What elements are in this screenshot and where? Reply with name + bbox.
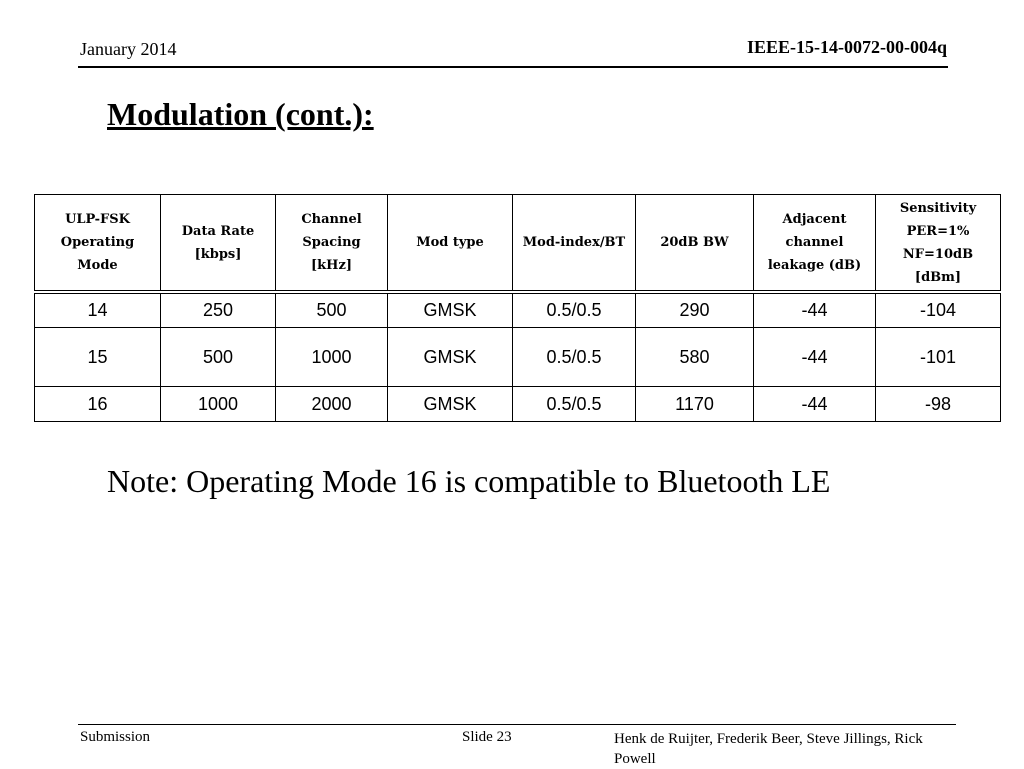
header-divider <box>78 66 948 68</box>
table-cell: -104 <box>876 292 1001 328</box>
table-cell: -44 <box>754 387 876 422</box>
slide-title: Modulation (cont.): <box>107 96 374 132</box>
slide-number: Slide 23 <box>462 729 512 745</box>
column-header: 20dB BW <box>636 195 754 293</box>
document-id: IEEE-15-14-0072-00-004q <box>746 37 947 57</box>
table-cell: 1000 <box>161 387 276 422</box>
table-row <box>35 387 1001 422</box>
table-cell: 14 <box>35 292 161 328</box>
table-cell: 15 <box>35 328 161 387</box>
compatibility-note: Note: Operating Mode 16 is compatible to Bluetooth LE <box>107 463 831 499</box>
table-cell: 290 <box>636 292 754 328</box>
column-header: Channel Spacing [kHz] <box>276 195 388 293</box>
column-header: ULP-FSK Operating Mode <box>35 195 161 293</box>
table-cell: 1000 <box>276 328 388 387</box>
table-cell: -44 <box>754 292 876 328</box>
table-cell: GMSK <box>388 387 513 422</box>
table-cell: GMSK <box>388 292 513 328</box>
footer-divider <box>78 724 956 725</box>
table-cell: GMSK <box>388 328 513 387</box>
table-cell: 16 <box>35 387 161 422</box>
table-cell: 0.5/0.5 <box>513 387 636 422</box>
table-row <box>35 292 1001 328</box>
column-header: Mod-index/BT <box>513 195 636 293</box>
table-cell: 580 <box>636 328 754 387</box>
footer-authors: Henk de Ruijter, Frederik Beer, Steve Jillings, Rick Powell <box>614 731 923 767</box>
table-cell: 500 <box>276 292 388 328</box>
table-cell: 2000 <box>276 387 388 422</box>
footer-submission: Submission <box>80 729 151 745</box>
header-date: January 2014 <box>80 39 177 59</box>
column-header: Data Rate [kbps] <box>161 195 276 293</box>
table-row <box>35 328 1001 387</box>
column-header: Sensitivity PER=1% NF=10dB [dBm] <box>876 195 1001 293</box>
table-header-row <box>35 195 1001 293</box>
table-cell: 250 <box>161 292 276 328</box>
table-cell: 1170 <box>636 387 754 422</box>
column-header: Mod type <box>388 195 513 293</box>
column-header: Adjacent channel leakage (dB) <box>754 195 876 293</box>
table-cell: -98 <box>876 387 1001 422</box>
table-cell: 0.5/0.5 <box>513 292 636 328</box>
table-cell: -44 <box>754 328 876 387</box>
table-cell: 0.5/0.5 <box>513 328 636 387</box>
table-cell: -101 <box>876 328 1001 387</box>
modulation-table <box>34 194 1001 422</box>
table-cell: 500 <box>161 328 276 387</box>
